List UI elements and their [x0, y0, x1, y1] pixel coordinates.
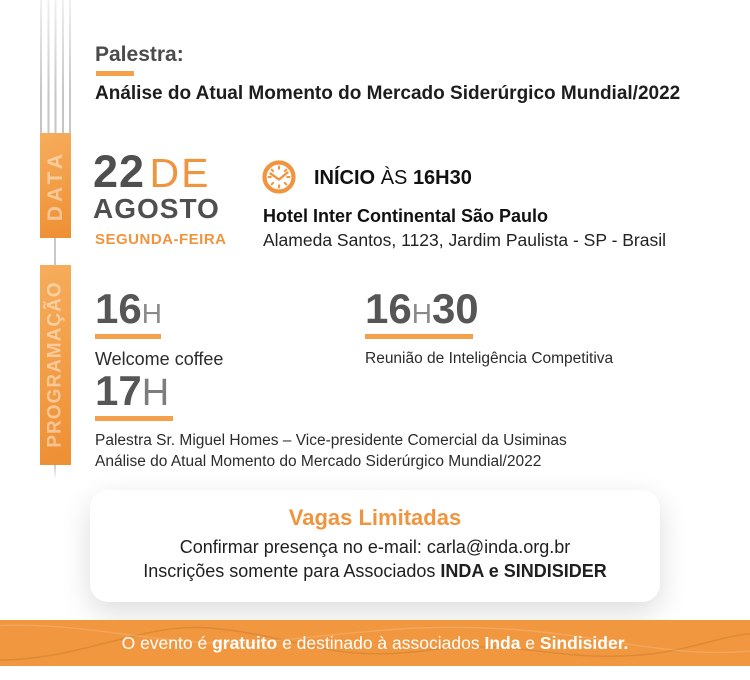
start-mid: ÀS: [380, 167, 408, 189]
event-month: AGOSTO: [93, 193, 220, 224]
schedule-h: H: [141, 372, 170, 414]
rsvp-email-line: Confirmar presença no e-mail: carla@inda.org.br: [179, 537, 571, 557]
start-time-line: [314, 167, 472, 190]
schedule-time: [95, 367, 567, 414]
footer-segment: O evento é: [121, 633, 213, 653]
schedule-item-16h30: [365, 285, 614, 370]
pinstripes-decoration: [40, 0, 71, 133]
schedule-description-line: Análise do Atual Momento do Mercado Siderúrgico Mundial/2022: [95, 452, 542, 470]
footer-sindisider-word: Sindisider.: [539, 633, 629, 653]
membership-line: [90, 561, 660, 582]
membership-line-associations: INDA e SINDISIDER: [440, 561, 607, 581]
program-section-label: PROGRAMAÇÃO: [44, 281, 66, 448]
schedule-item-17h: [95, 367, 567, 473]
clock-icon: [261, 159, 297, 195]
section-connector-line: [54, 238, 56, 265]
schedule-minutes: 30: [431, 285, 479, 332]
schedule-description: Reunião de Inteligência Competitiva: [365, 350, 614, 367]
footer-inda-word: Inda: [484, 633, 521, 653]
limited-seats-title: Vagas Limitadas: [288, 505, 462, 530]
venue-name: Hotel Inter Continental São Paulo: [263, 206, 549, 226]
schedule-time: [95, 285, 223, 332]
schedule-underline: [365, 334, 473, 339]
schedule-description: Welcome coffee: [95, 349, 224, 369]
schedule-underline: [95, 416, 173, 421]
event-date-line: [93, 146, 220, 198]
schedule-h: H: [141, 298, 162, 329]
start-time: 16H30: [412, 167, 472, 189]
venue: [263, 206, 723, 251]
rsvp-card: [90, 490, 660, 602]
schedule-description-line: Palestra Sr. Miguel Homes – Vice-presidente Comercial da Usiminas: [95, 432, 567, 449]
event-weekday: SEGUNDA-FEIRA: [95, 231, 227, 248]
membership-line-prefix: Inscrições somente para Associados: [143, 561, 441, 581]
data-section-label: DATA: [44, 149, 67, 222]
venue-address: Alameda Santos, 1123, Jardim Paulista - SP - Brasil: [263, 230, 667, 250]
schedule-h: H: [411, 298, 432, 329]
kicker-underline: [96, 71, 134, 76]
schedule-hour: 16: [365, 285, 412, 332]
schedule-hour: 17: [95, 367, 142, 414]
footer-free-word: gratuito: [212, 633, 278, 653]
event-date: [93, 146, 220, 225]
event-day: 22: [93, 146, 146, 197]
schedule-description: [95, 431, 567, 473]
footer-text: [0, 620, 750, 666]
schedule-hour: 16: [95, 285, 142, 332]
section-connector-line-end: [54, 465, 56, 479]
schedule-time: [365, 285, 613, 332]
footer-banner: [0, 620, 750, 666]
schedule-underline: [95, 334, 161, 339]
start-label: INÍCIO: [314, 167, 376, 189]
event-de: DE: [149, 150, 211, 196]
kicker-text: Palestra:: [95, 43, 184, 66]
footer-segment: e: [520, 633, 540, 653]
page-title: Análise do Atual Momento do Mercado Siderúrgico Mundial/2022: [95, 83, 681, 104]
footer-segment: e destinado à associados: [277, 633, 485, 653]
schedule-item-16h: [95, 285, 224, 370]
